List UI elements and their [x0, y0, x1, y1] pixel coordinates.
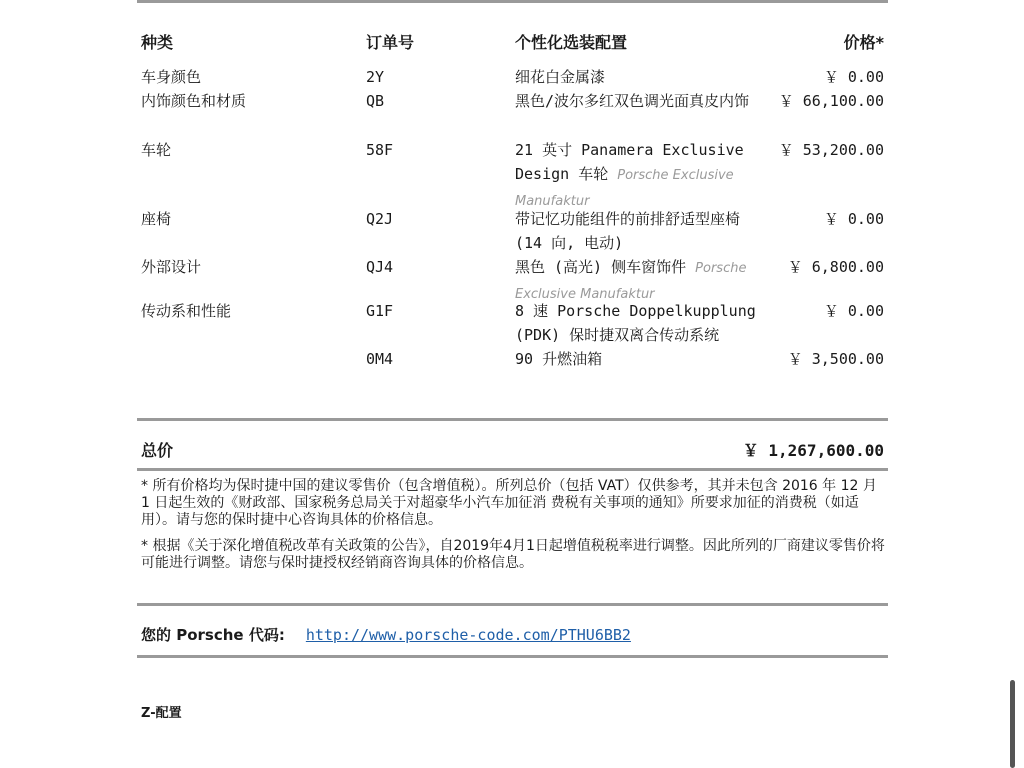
- scrollbar-thumb[interactable]: [1010, 680, 1015, 768]
- row-code: G1F: [366, 302, 394, 320]
- row-category: 车轮: [141, 141, 172, 159]
- porsche-code-line: [141, 624, 631, 645]
- porsche-code-link[interactable]: http://www.porsche-code.com/PTHU6BB2: [305, 626, 631, 644]
- divider: [137, 655, 888, 658]
- row-category: 内饰颜色和材质: [141, 92, 247, 110]
- z-config-heading: Z-配置: [141, 706, 182, 721]
- divider: [137, 418, 888, 421]
- header-option: 个性化选装配置: [515, 33, 628, 52]
- row-price: ￥ 3,500.00: [787, 350, 884, 368]
- row-category: 座椅: [141, 210, 172, 228]
- header-category: 种类: [141, 33, 174, 52]
- row-category: 车身颜色: [141, 68, 202, 86]
- vat-note: * 根据《关于深化增值税改革有关政策的公告》，自2019年4月1日起增值税税率进行调整。因此所列的厂商建议零售价将可能进行调整。请您与保时捷授权经销商咨询具体的价格信息。: [141, 538, 885, 571]
- row-category: 外部设计: [141, 258, 202, 276]
- row-price: ￥ 0.00: [823, 68, 884, 86]
- total-label: 总价: [141, 441, 174, 460]
- row-category: 传动系和性能: [141, 302, 232, 320]
- total-value: ￥ 1,267,600.00: [742, 441, 884, 460]
- row-option-cell: [515, 138, 770, 214]
- row-price: ￥ 53,200.00: [778, 141, 884, 159]
- row-option: 带记忆功能组件的前排舒适型座椅 (14 向, 电动): [515, 210, 741, 252]
- row-code: 2Y: [366, 68, 385, 86]
- top-divider: [137, 0, 888, 3]
- row-option: 8 速 Porsche Doppelkupplung (PDK) 保时捷双离合传动系统: [515, 302, 756, 344]
- row-code: QB: [366, 92, 385, 110]
- row-price: ￥ 0.00: [823, 302, 884, 320]
- porsche-code-label: 您的 Porsche 代码:: [141, 626, 285, 644]
- divider: [137, 603, 888, 606]
- row-price: ￥ 6,800.00: [787, 258, 884, 276]
- row-option: 黑色/波尔多红双色调光面真皮内饰: [515, 92, 750, 110]
- row-option: 细花白金属漆: [515, 68, 606, 86]
- price-note: * 所有价格均为保时捷中国的建议零售价（包含增值税）。所列总价（包括 VAT）仅供参考，其并未包含 2016 年 12 月 1 日起生效的《财政部、国家税务总局关于对超豪华小汽车加征消 费税有关事项的通知》所要求加征的消费税（如适用）。请与您的保时捷中心咨询具体的价格信息。: [141, 478, 877, 528]
- row-option: 21 英寸 Panamera Exclusive Design 车轮: [515, 141, 744, 183]
- row-code: 0M4: [366, 350, 394, 368]
- row-price: ￥ 0.00: [823, 210, 884, 228]
- row-code: QJ4: [366, 258, 394, 276]
- manufaktur-label: Porsche Exclusive Manufaktur: [515, 168, 734, 209]
- configuration-sheet: [137, 0, 888, 768]
- row-option: 黑色 (高光) 侧车窗饰件: [515, 258, 687, 276]
- row-option: 90 升燃油箱: [515, 350, 603, 368]
- row-code: Q2J: [366, 210, 394, 228]
- row-code: 58F: [366, 141, 394, 159]
- manufaktur-label: Porsche Exclusive Manufaktur: [515, 261, 747, 302]
- header-price: 价格*: [843, 33, 884, 52]
- divider: [137, 468, 888, 471]
- header-order-no: 订单号: [366, 33, 415, 52]
- row-price: ￥ 66,100.00: [778, 92, 884, 110]
